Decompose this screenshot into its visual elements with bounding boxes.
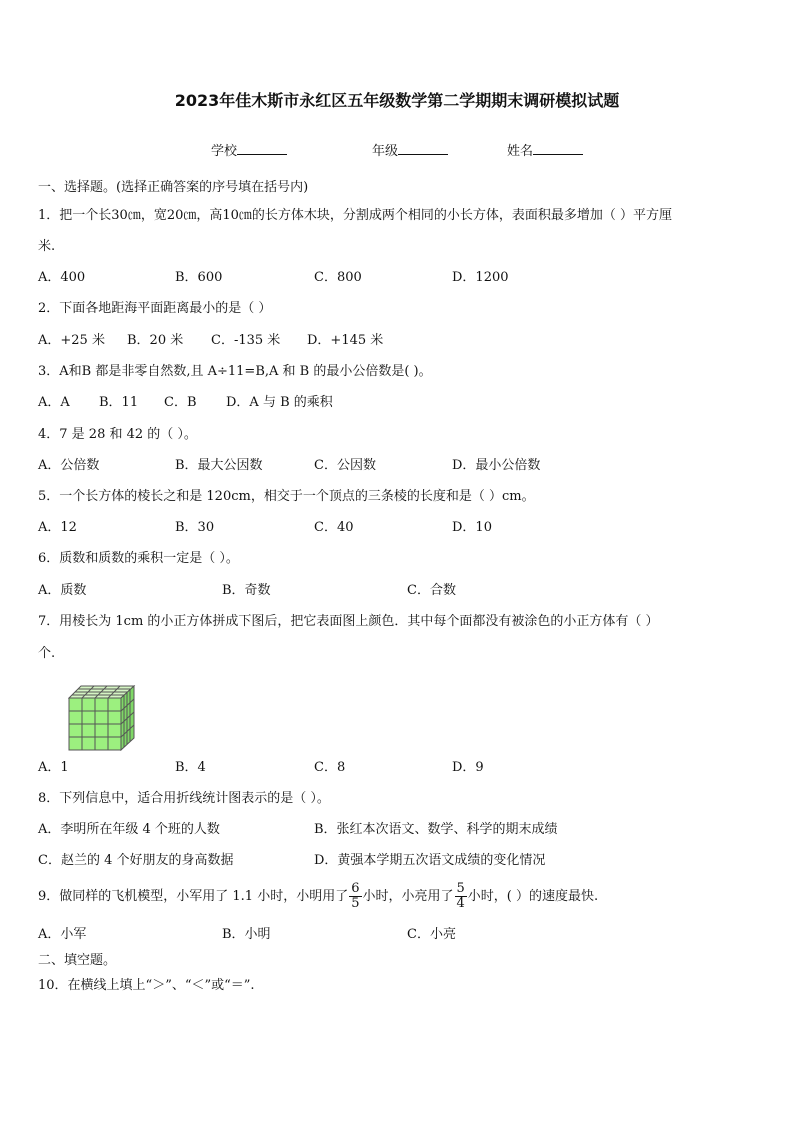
- q7-option-a[interactable]: A．1: [38, 760, 69, 775]
- q5-text: 5．一个长方体的棱长之和是 120cm，相交于一个顶点的三条棱的长度和是（ ）cm。: [38, 489, 535, 504]
- q9-fraction-five-fourths: [455, 882, 467, 911]
- q9-text-part1: 9．做同样的飞机模型，小军用了 1.1 小时，小明用了: [38, 889, 349, 904]
- q4-option-a[interactable]: A．公倍数: [38, 458, 100, 473]
- q5-option-a[interactable]: A．12: [38, 520, 77, 535]
- q1-option-b[interactable]: B．600: [175, 270, 223, 285]
- section1-heading: 一、选择题。(选择正确答案的序号填在括号内): [38, 180, 309, 195]
- q8-option-d[interactable]: D．黄强本学期五次语文成绩的变化情况: [314, 853, 546, 868]
- q4-option-d[interactable]: D．最小公倍数: [452, 458, 541, 473]
- q9-option-a[interactable]: A．小军: [38, 927, 87, 942]
- q8-option-b[interactable]: B．张红本次语文、数学、科学的期末成绩: [314, 822, 558, 837]
- q1-text: 1．把一个长30㎝，宽20㎝，高10㎝的长方体木块，分割成两个相同的小长方体，表面积最多增加（ ）平方厘: [38, 208, 673, 223]
- cube-figure: [68, 685, 138, 751]
- q6-text: 6．质数和质数的乘积一定是（ ）。: [38, 551, 239, 566]
- q9-option-b[interactable]: B．小明: [222, 927, 271, 942]
- q9-frac2-denominator: 4: [456, 896, 465, 911]
- q3-option-a[interactable]: A．A: [38, 395, 70, 410]
- q7-option-b[interactable]: B．4: [175, 760, 206, 775]
- q2-text: 2．下面各地距海平面距离最小的是（ ）: [38, 301, 272, 316]
- name-label: 姓名: [507, 144, 534, 159]
- q9-frac2-numerator: 5: [456, 881, 465, 896]
- q9-text: [38, 880, 598, 914]
- q9-text-part3: 小时，( ）的速度最快.: [467, 889, 599, 904]
- q3-option-d[interactable]: D．A 与 B 的乘积: [226, 395, 333, 410]
- q6-option-b[interactable]: B．奇数: [222, 583, 271, 598]
- q7-option-c[interactable]: C．8: [314, 760, 346, 775]
- q5-option-d[interactable]: D．10: [452, 520, 492, 535]
- name-blank[interactable]: [533, 142, 583, 155]
- name-field[interactable]: [507, 140, 583, 159]
- q3-option-c[interactable]: C．B: [164, 395, 197, 410]
- q4-option-b[interactable]: B．最大公因数: [175, 458, 263, 473]
- q9-frac1-denominator: 5: [351, 896, 360, 911]
- q7-option-d[interactable]: D．9: [452, 760, 484, 775]
- q6-option-c[interactable]: C．合数: [407, 583, 456, 598]
- q1-text-cont: 米.: [38, 239, 56, 254]
- grade-field[interactable]: [372, 140, 448, 159]
- school-label: 学校: [211, 144, 238, 159]
- q7-text: 7．用棱长为 1cm 的小正方体拼成下图后，把它表面图上颜色．其中每个面都没有被涂色的小正方体有（ ）: [38, 614, 659, 629]
- section2-heading: 二、填空题。: [38, 953, 117, 968]
- q2-option-c[interactable]: C．-135 米: [211, 333, 281, 348]
- grade-label: 年级: [372, 144, 399, 159]
- q9-text-part2: 小时，小亮用了: [362, 889, 454, 904]
- q5-option-b[interactable]: B．30: [175, 520, 215, 535]
- q9-frac1-numerator: 6: [351, 881, 360, 896]
- q6-option-a[interactable]: A．质数: [38, 583, 87, 598]
- q2-option-d[interactable]: D．+145 米: [307, 333, 384, 348]
- q1-option-c[interactable]: C．800: [314, 270, 362, 285]
- q3-option-b[interactable]: B．11: [99, 395, 139, 410]
- q8-text: 8．下列信息中，适合用折线统计图表示的是（ ）。: [38, 791, 330, 806]
- q8-option-c[interactable]: C．赵兰的 4 个好朋友的身高数据: [38, 853, 234, 868]
- q3-text: 3．A和B 都是非零自然数,且 A÷11=B,A 和 B 的最小公倍数是( )。: [38, 364, 432, 379]
- q7-text-cont: 个.: [38, 646, 56, 661]
- q1-option-a[interactable]: A．400: [38, 270, 86, 285]
- q5-option-c[interactable]: C．40: [314, 520, 354, 535]
- grade-blank[interactable]: [398, 142, 448, 155]
- q2-option-b[interactable]: B．20 米: [127, 333, 184, 348]
- q1-option-d[interactable]: D．1200: [452, 270, 509, 285]
- q10-text: 10．在横线上填上“＞”、“＜”或“＝”.: [38, 978, 255, 993]
- q8-option-a[interactable]: A．李明所在年级 4 个班的人数: [38, 822, 220, 837]
- q9-fraction-six-fifths: [349, 882, 361, 911]
- q4-text: 4．7 是 28 和 42 的（ ）。: [38, 427, 197, 442]
- school-blank[interactable]: [237, 142, 287, 155]
- q9-option-c[interactable]: C．小亮: [407, 927, 456, 942]
- school-field[interactable]: [211, 140, 287, 159]
- page-title: 2023年佳木斯市永红区五年级数学第二学期期末调研模拟试题: [174, 91, 620, 110]
- q2-option-a[interactable]: A．+25 米: [38, 333, 105, 348]
- q4-option-c[interactable]: C．公因数: [314, 458, 376, 473]
